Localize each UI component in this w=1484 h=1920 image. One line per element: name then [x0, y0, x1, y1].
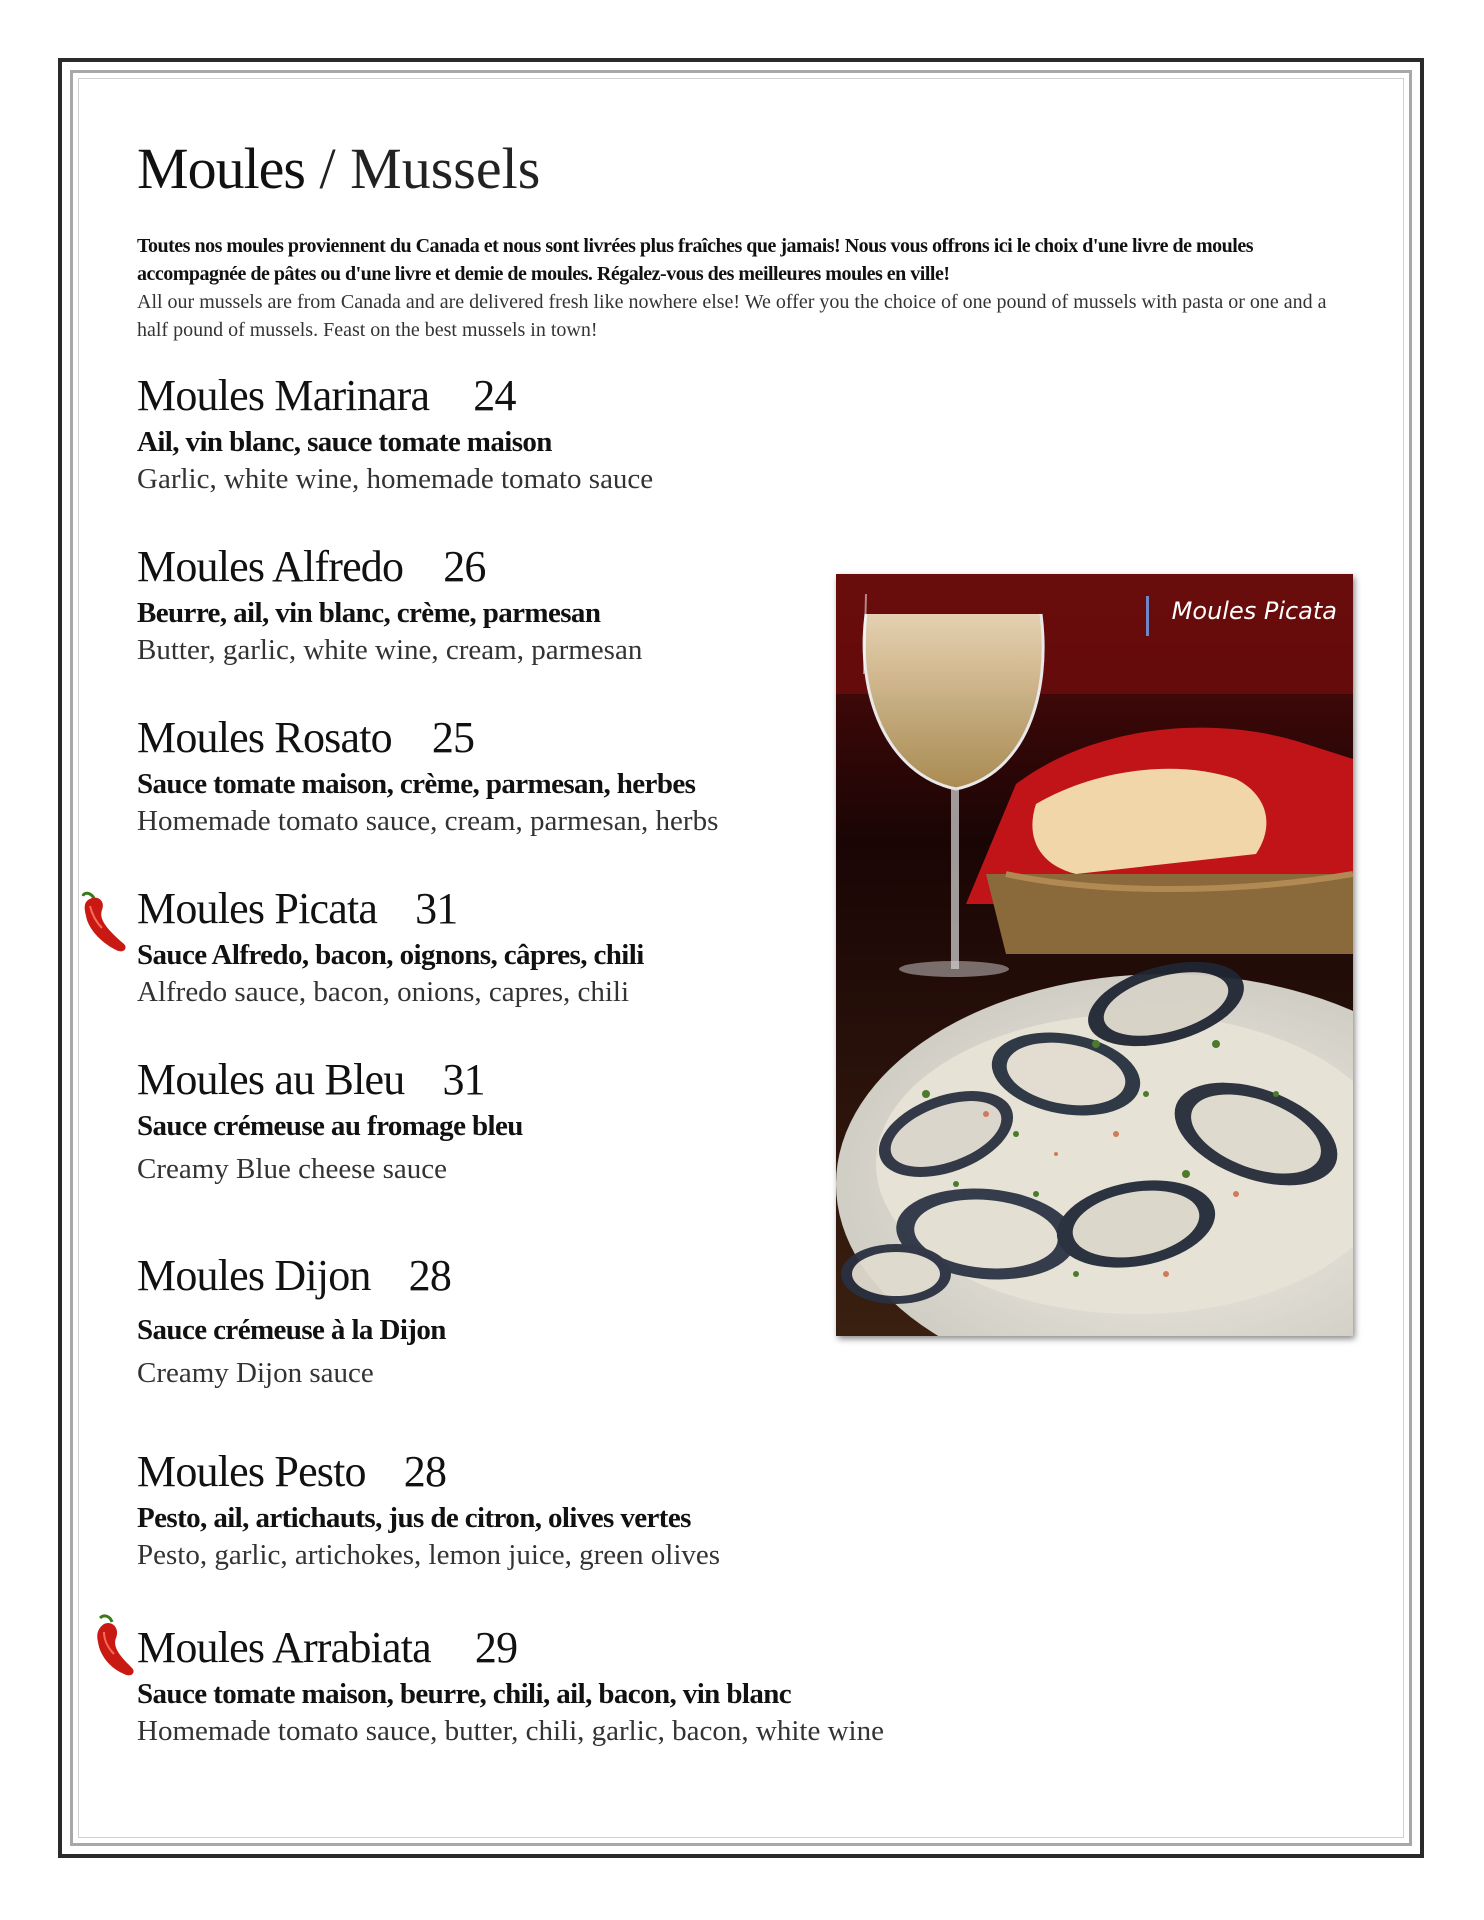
item-name: Moules au Bleu — [137, 1055, 405, 1104]
page-title — [137, 134, 540, 204]
item-title — [137, 1054, 523, 1106]
menu-item-alfredo — [137, 541, 642, 669]
item-name: Moules Pesto — [137, 1447, 366, 1496]
item-price: 24 — [473, 371, 516, 420]
item-description-fr: Beurre, ail, vin blanc, crème, parmesan — [137, 597, 601, 629]
item-description-en: Homemade tomato sauce, cream, parmesan, herbs — [137, 805, 719, 837]
item-description-fr: Sauce tomate maison, crème, parmesan, herbes — [137, 768, 696, 800]
title-en: Mussels — [350, 136, 541, 201]
item-description-en: Creamy Blue cheese sauce — [137, 1153, 447, 1185]
intro-fr: Toutes nos moules proviennent du Canada et nous sont livrées plus fraîches que jamais! Nous vous offrons ici le choix d'une livre de moules accompagnée de pâtes ou d'une livre et demie de moules. Régalez-vous des meilleures moules en ville! — [137, 235, 1253, 285]
item-name: Moules Rosato — [137, 713, 392, 762]
item-description-fr: Sauce crémeuse au fromage bleu — [137, 1110, 523, 1142]
menu-item-marinara — [137, 370, 653, 498]
menu-item-au-bleu — [137, 1054, 523, 1188]
item-description-en: Butter, garlic, white wine, cream, parmesan — [137, 634, 643, 666]
item-description-en: Homemade tomato sauce, butter, chili, garlic, bacon, white wine — [137, 1715, 884, 1747]
item-description-en: Garlic, white wine, homemade tomato sauce — [137, 463, 654, 495]
item-name: Moules Dijon — [137, 1251, 371, 1300]
item-description-fr: Pesto, ail, artichauts, jus de citron, olives vertes — [137, 1502, 691, 1534]
menu-item-arrabiata — [137, 1622, 884, 1750]
item-name: Moules Arrabiata — [137, 1623, 431, 1672]
chili-pepper-icon — [80, 888, 130, 958]
item-price: 28 — [403, 1447, 447, 1496]
chili-pepper-icon — [90, 1612, 140, 1682]
caption-bar — [1146, 596, 1149, 636]
item-title — [137, 883, 644, 935]
item-title — [137, 712, 718, 764]
title-fr: Moules — [137, 136, 305, 201]
item-description-en: Alfredo sauce, bacon, onions, capres, chili — [137, 976, 630, 1008]
photo-caption — [1146, 596, 1337, 626]
item-price: 29 — [474, 1623, 518, 1672]
menu-item-picata — [137, 883, 644, 1011]
item-description-en: Creamy Dijon sauce — [137, 1357, 374, 1389]
dish-photo-illustration — [836, 574, 1353, 1336]
intro-en: All our mussels are from Canada and are delivered fresh like nowhere else! We offer you the choice of one pound of mussels with pasta or one and a half pound of mussels. Feast on the best mussels in town! — [137, 291, 1327, 341]
item-price: 25 — [431, 713, 475, 762]
item-description-fr: Sauce tomate maison, beurre, chili, ail, bacon, vin blanc — [137, 1678, 792, 1710]
item-title — [137, 541, 642, 593]
photo-caption-text: Moules Picata — [1171, 597, 1337, 625]
title-separator: / — [305, 136, 351, 201]
item-description-fr: Sauce Alfredo, bacon, oignons, câpres, chili — [137, 939, 644, 971]
item-name: Moules Picata — [137, 884, 378, 933]
item-title — [137, 1250, 451, 1302]
menu-item-pesto — [137, 1446, 720, 1574]
item-title — [137, 1622, 884, 1674]
menu-item-rosato — [137, 712, 718, 840]
item-name: Moules Alfredo — [137, 542, 404, 591]
item-price: 31 — [442, 1055, 485, 1104]
item-price: 28 — [408, 1251, 452, 1300]
item-price: 26 — [443, 542, 486, 591]
item-description-fr: Sauce crémeuse à la Dijon — [137, 1314, 446, 1346]
item-title — [137, 1446, 720, 1498]
menu-item-dijon — [137, 1250, 451, 1392]
intro-text — [137, 232, 1352, 344]
item-description-en: Pesto, garlic, artichokes, lemon juice, green olives — [137, 1539, 721, 1571]
item-name: Moules Marinara — [137, 371, 430, 420]
item-description-fr: Ail, vin blanc, sauce tomate maison — [137, 426, 552, 458]
item-title — [137, 370, 653, 422]
dish-photo — [836, 574, 1353, 1336]
item-price: 31 — [415, 884, 458, 933]
